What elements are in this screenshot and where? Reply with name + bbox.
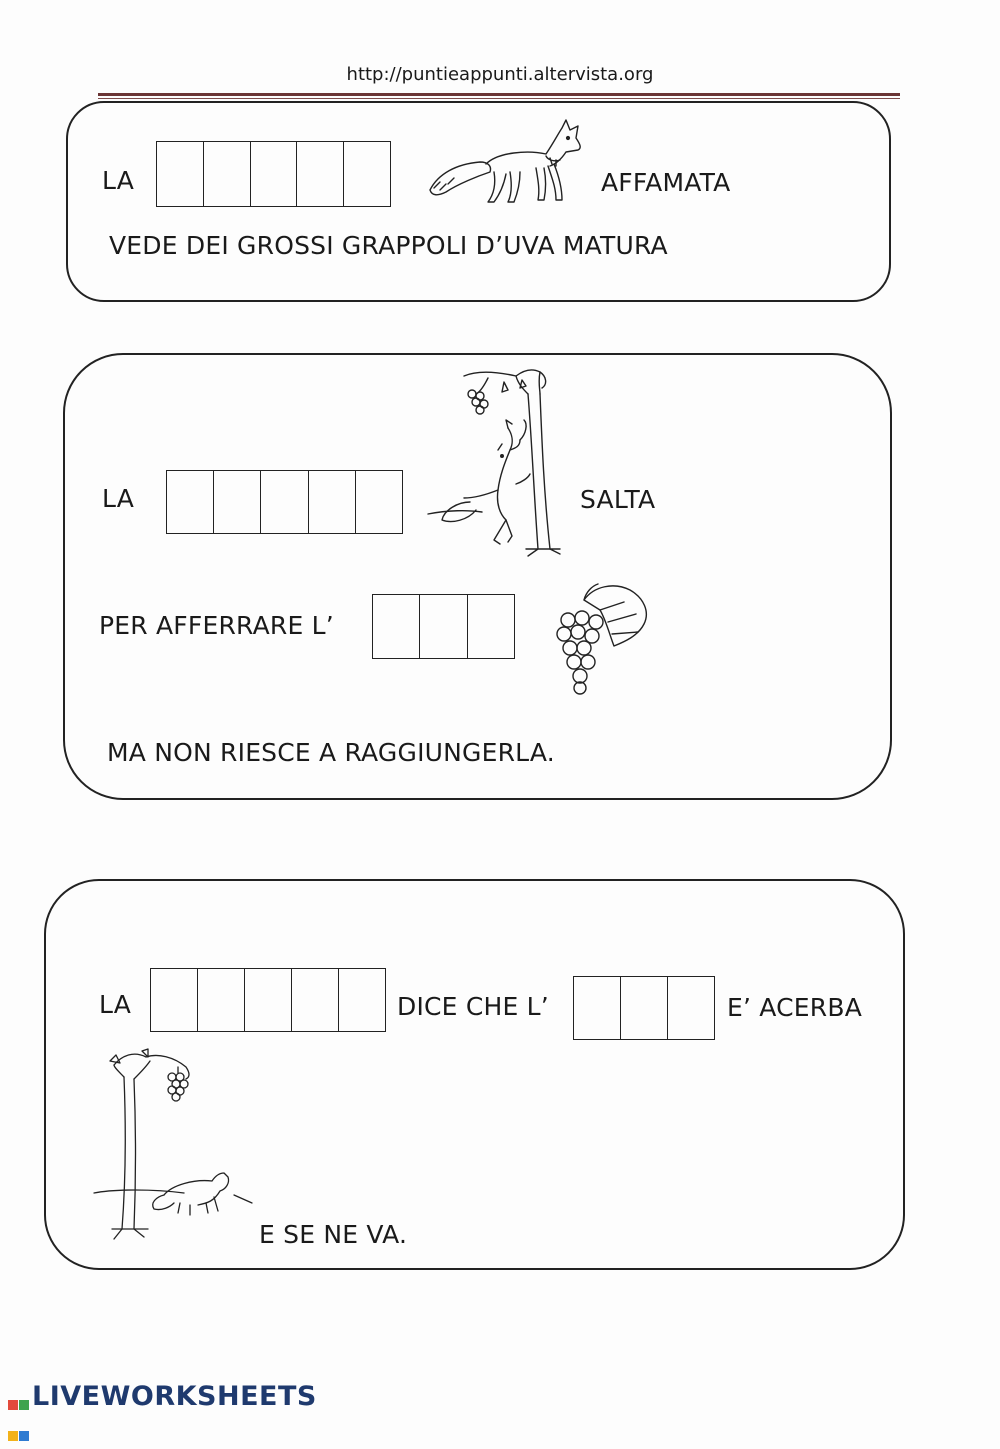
card3-article: LA <box>99 990 132 1019</box>
card2-prefix: PER AFFERRARE L’ <box>99 611 334 640</box>
letter-input[interactable] <box>621 977 667 1039</box>
letter-input[interactable] <box>668 977 714 1039</box>
card2-article: LA <box>102 484 135 513</box>
letter-input[interactable] <box>157 142 203 206</box>
letter-input[interactable] <box>574 977 620 1039</box>
answer-boxes-volpe-2 <box>166 470 403 534</box>
letter-input[interactable] <box>344 142 390 206</box>
letter-input[interactable] <box>420 595 466 658</box>
fox-standing-icon <box>428 114 588 209</box>
letter-input[interactable] <box>214 471 260 533</box>
letter-input[interactable] <box>261 471 307 533</box>
answer-boxes-uva-2 <box>573 976 715 1040</box>
brand-name: LIVEWORKSHEETS <box>32 1381 317 1412</box>
card3-suffix: E’ ACERBA <box>727 993 863 1022</box>
answer-boxes-uva-1 <box>372 594 515 659</box>
letter-input[interactable] <box>151 969 197 1031</box>
card1-article: LA <box>102 166 135 195</box>
letter-input[interactable] <box>167 471 213 533</box>
letter-input[interactable] <box>297 142 343 206</box>
fox-jumping-at-vine-icon <box>428 364 578 556</box>
header-rule <box>98 93 900 96</box>
letter-input[interactable] <box>309 471 355 533</box>
letter-input[interactable] <box>373 595 419 658</box>
card3-middle: DICE CHE L’ <box>397 992 549 1021</box>
grapes-icon <box>554 580 654 694</box>
header-rule-thin <box>98 98 900 99</box>
liveworksheets-logo-icon <box>8 1387 30 1409</box>
source-url: http://puntieappunti.altervista.org <box>346 64 654 85</box>
answer-boxes-volpe-1 <box>156 141 391 207</box>
letter-input[interactable] <box>204 142 250 206</box>
letter-input[interactable] <box>468 595 514 658</box>
letter-input[interactable] <box>356 471 402 533</box>
card1-sentence: VEDE DEI GROSSI GRAPPOLI D’UVA MATURA <box>109 231 668 260</box>
fox-walking-away-icon <box>94 1047 259 1242</box>
card2-sentence: MA NON RIESCE A RAGGIUNGERLA. <box>107 738 555 767</box>
letter-input[interactable] <box>251 142 297 206</box>
letter-input[interactable] <box>245 969 291 1031</box>
letter-input[interactable] <box>339 969 385 1031</box>
card2-verb: SALTA <box>580 485 656 514</box>
brand-footer <box>8 1381 317 1412</box>
card3-ending: E SE NE VA. <box>259 1220 408 1249</box>
letter-input[interactable] <box>292 969 338 1031</box>
letter-input[interactable] <box>198 969 244 1031</box>
card1-adjective: AFFAMATA <box>601 168 731 197</box>
answer-boxes-volpe-3 <box>150 968 386 1032</box>
